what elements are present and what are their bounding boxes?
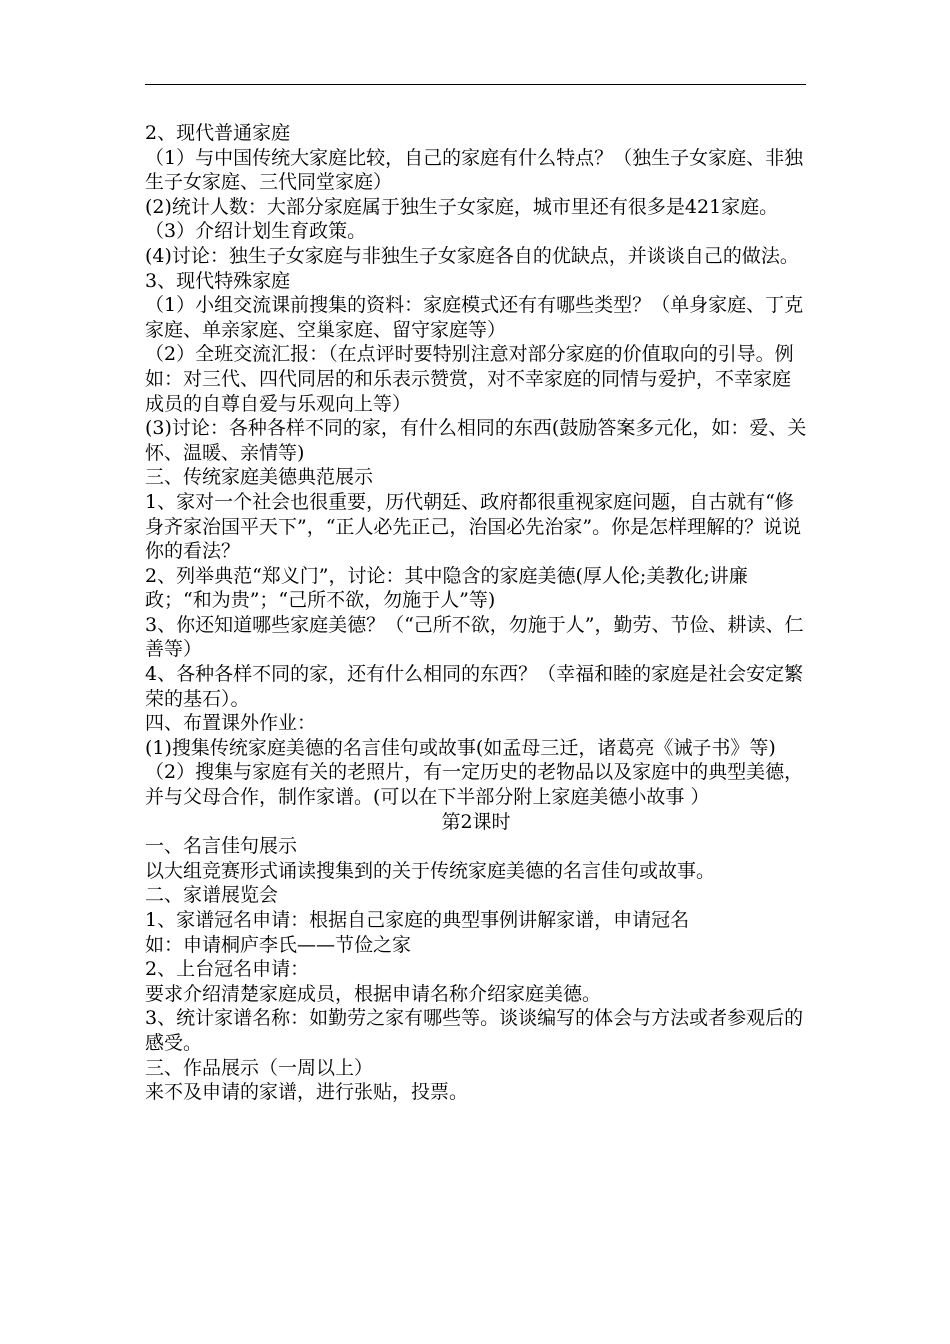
heading-section-2: 二、家谱展览会 — [145, 884, 279, 907]
paragraph: 3、统计家谱名称：如勤劳之家有哪些等。谈谈编写的体会与方法或者参观后的感受。 — [145, 1007, 804, 1054]
lesson-title: 第2课时 — [441, 810, 511, 833]
paragraph: （2）搜集与家庭有关的老照片，有一定历史的老物品以及家庭中的典型美德，并与父母合作，制作家谱。(可以在下半部分附上家庭美德小故事 ） — [145, 761, 804, 809]
paragraph: 要求介绍清楚家庭成员，根据申请名称介绍家庭美德。 — [145, 982, 602, 1005]
paragraph: （3）介绍计划生育政策。 — [145, 220, 367, 243]
paragraph: 以大组竞赛形式诵读搜集到的关于传统家庭美德的名言佳句或故事。 — [145, 859, 716, 882]
paragraph: 2、列举典范“郑义门”，讨论：其中隐含的家庭美德(厚人伦;美教化;讲廉政；“和为贵”；“己所不欲，勿施于人”等) — [145, 564, 748, 612]
paragraph: (4)讨论：独生子女家庭与非独生子女家庭各自的优缺点，并谈谈自己的做法。 — [145, 244, 799, 267]
header-rule — [145, 84, 806, 85]
paragraph: 4、各种各样不同的家，还有什么相同的东西？（幸福和睦的家庭是社会安定繁荣的基石）。 — [145, 663, 804, 710]
paragraph: 3、你还知道哪些家庭美德？（“己所不欲，勿施于人”，勤劳、节俭、耕读、仁善等） — [145, 613, 804, 661]
paragraph: （1）与中国传统大家庭比较，自己的家庭有什么特点？（独生子女家庭、非独生子女家庭、三代同堂家庭） — [145, 146, 804, 194]
paragraph: 1、家谱冠名申请：根据自己家庭的典型事例讲解家谱，申请冠名 — [145, 909, 690, 931]
paragraph: 如：申请桐庐李氏——节俭之家 — [145, 933, 412, 956]
paragraph: (1)搜集传统家庭美德的名言佳句或故事(如孟母三迁，诸葛亮《诫子书》等) — [145, 736, 776, 759]
paragraph: (2)统计人数：大部分家庭属于独生子女家庭，城市里还有很多是421家庭。 — [145, 195, 779, 218]
paragraph: (3)讨论：各种各样不同的家，有什么相同的东西(鼓励答案多元化，如：爱、关怀、温暖、亲情等) — [145, 417, 807, 464]
document-body — [145, 121, 807, 1105]
heading-section-3: 三、传统家庭美德典范展示 — [145, 466, 374, 489]
paragraph: 1、家对一个社会也很重要，历代朝廷、政府都很重视家庭问题，自古就有“修身齐家治国平天下”，“正人必先正己，治国必先治家”。你是怎样理解的？说说你的看法？ — [145, 490, 802, 563]
heading-special-family: 3、现代特殊家庭 — [145, 269, 291, 292]
paragraph: （1）小组交流课前搜集的资料：家庭模式还有有哪些类型？（单身家庭、丁克家庭、单亲家庭、空巢家庭、留守家庭等） — [145, 294, 804, 341]
heading-section-1: 一、名言佳句展示 — [145, 835, 298, 858]
paragraph: （2）全班交流汇报：（在点评时要特别注意对部分家庭的价值取向的引导。例如：对三代、四代同居的和乐表示赞赏，对不幸家庭的同情与爱护，不幸家庭成员的自尊自爱与乐观向上等） — [145, 343, 794, 415]
paragraph: 来不及申请的家谱，进行张贴，投票。 — [145, 1081, 469, 1104]
heading-section-4: 四、布置课外作业： — [145, 712, 317, 735]
heading-section-3b: 三、作品展示（一周以上） — [145, 1056, 374, 1079]
paragraph: 2、上台冠名申请： — [145, 958, 310, 981]
heading-modern-family: 2、现代普通家庭 — [145, 122, 291, 144]
